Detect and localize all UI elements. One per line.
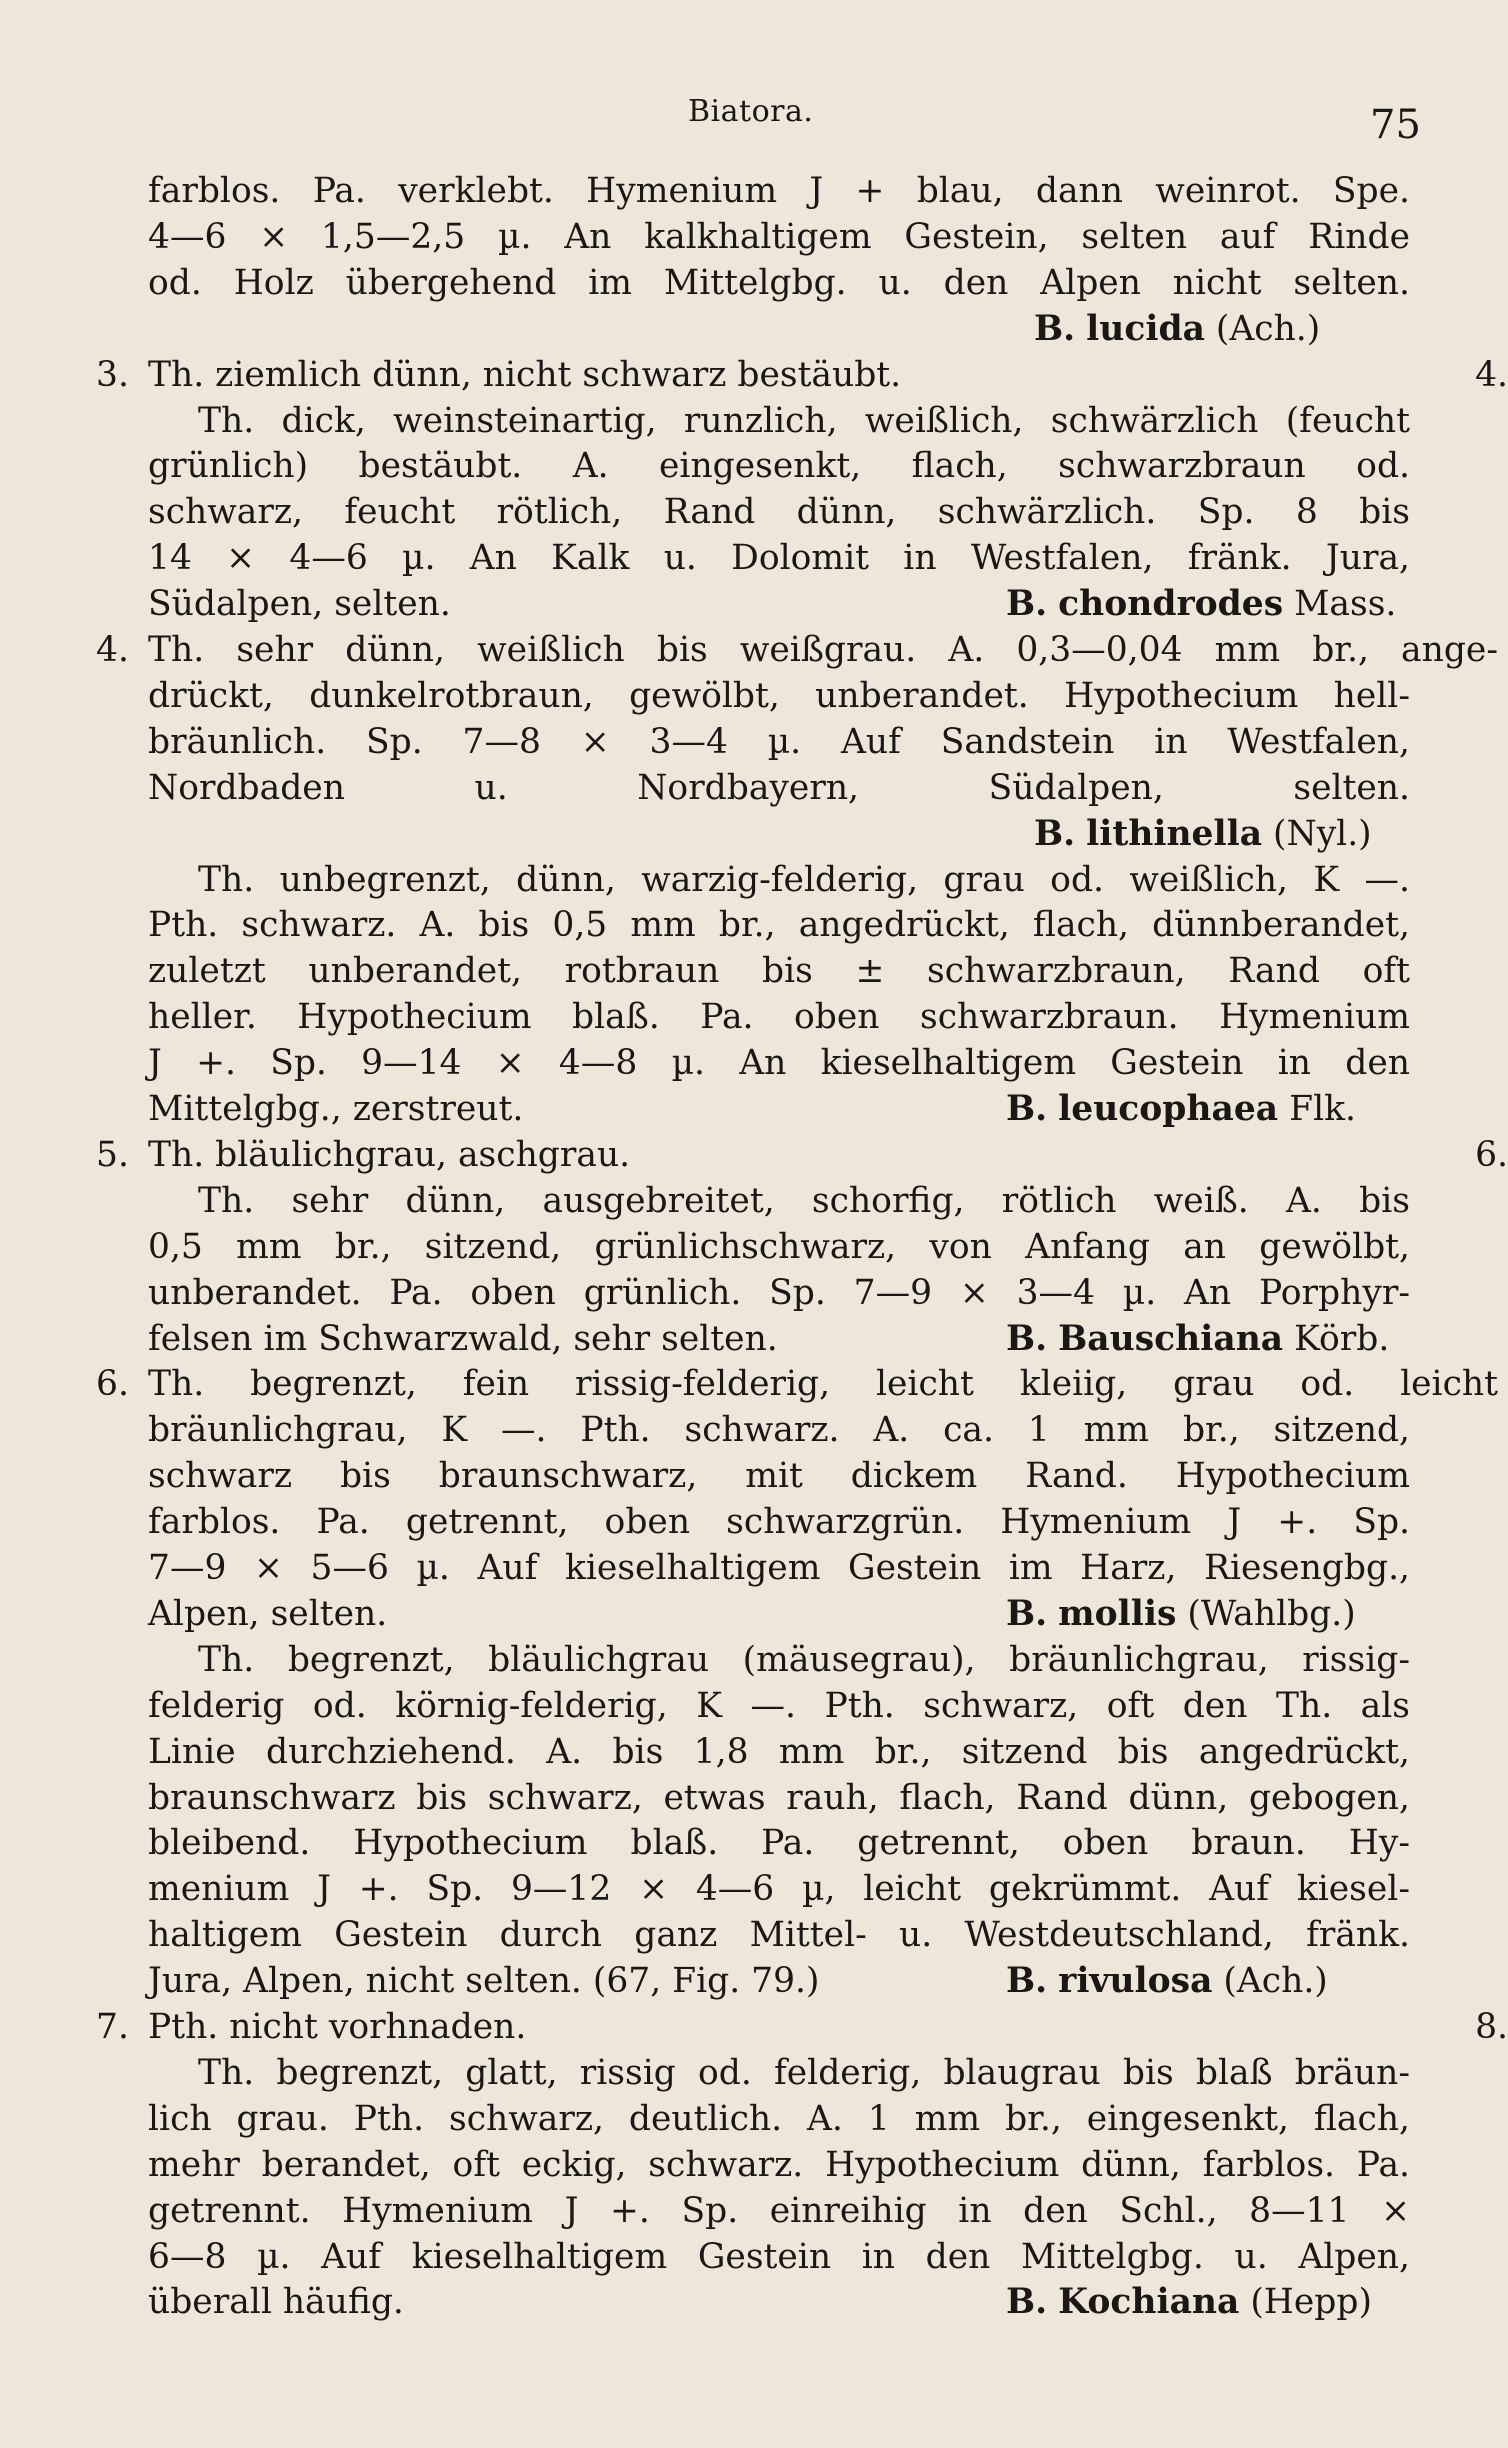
- species-epithet: leucophaea: [1058, 1089, 1279, 1129]
- text-line: [148, 489, 1410, 535]
- species-epithet: Bauschiana: [1058, 1318, 1284, 1359]
- line-text: lich grau. Pth. schwarz, deutlich. A. 1 mm br., eingesenkt, flach,: [148, 2098, 1410, 2139]
- line-text: drückt, dunkelrotbraun, gewölbt, unberandet. Hypothecium hell-: [148, 675, 1410, 716]
- line-text: 4—6 × 1,5—2,5 µ. An kalkhaltigem Gestein, selten auf Rinde: [148, 216, 1410, 257]
- text-line: [148, 2188, 1410, 2234]
- line-text: Nordbaden u. Nordbayern, Südalpen, selten.: [148, 767, 1410, 808]
- text-line: [198, 1178, 1410, 1224]
- line-text: schwarz bis braunschwarz, mit dickem Rand. Hypothecium: [148, 1456, 1410, 1497]
- text-line: [148, 443, 1410, 489]
- text-line: [198, 398, 1410, 444]
- line-text: 0,5 mm br., sitzend, grünlichschwarz, von Anfang an gewölbt,: [148, 1226, 1410, 1267]
- text-line: [148, 2096, 1410, 2142]
- key-number: 7.: [96, 2007, 129, 2047]
- species-author: Mass.: [1294, 584, 1397, 625]
- species-name: [1006, 1316, 1389, 1362]
- line-text: unberandet. Pa. oben grünlich. Sp. 7—9 × 3—4 µ. An Porphyr-: [148, 1272, 1410, 1313]
- text-line: [148, 1086, 1356, 1132]
- lead-reference: 6.: [1475, 1134, 1508, 1175]
- line-text: 7—9 × 5—6 µ. Auf kieselhaltigem Gestein im Harz, Riesengbg.,: [148, 1548, 1410, 1588]
- species-epithet: Kochiana: [1058, 2282, 1240, 2323]
- line-text: schwarz, feucht rötlich, Rand dünn, schwärzlich. Sp. 8 bis: [148, 492, 1410, 533]
- text-line: [148, 902, 1410, 948]
- text-line: [198, 2050, 1410, 2096]
- text-line: [148, 719, 1410, 765]
- text-line: [148, 1775, 1410, 1821]
- line-text: bleibend. Hypothecium blaß. Pa. getrennt, oben braun. Hy-: [148, 1823, 1410, 1864]
- text-line: [148, 1407, 1410, 1453]
- line-text: J +. Sp. 9—14 × 4—8 µ. An kieselhaltigem Gestein in den: [148, 1043, 1410, 1084]
- text-line: [148, 1453, 1410, 1499]
- species-epithet: chondrodes: [1058, 584, 1284, 625]
- key-number: 6.: [96, 1364, 129, 1405]
- text-line: [148, 1729, 1410, 1775]
- text-line: [148, 1040, 1410, 1086]
- line-text: Th. begrenzt, bläulichgrau (mäusegrau), bräunlichgrau, rissig-: [198, 1639, 1410, 1680]
- line-text: braunschwarz bis schwarz, etwas rauh, flach, Rand dünn, gebogen,: [148, 1777, 1410, 1818]
- line-text: überall häufig.: [148, 2282, 404, 2323]
- line-text: mehr berandet, oft eckig, schwarz. Hypothecium dünn, farblos. Pa.: [148, 2144, 1410, 2185]
- text-line: [198, 1637, 1410, 1683]
- species-genus: B.: [1006, 584, 1048, 625]
- species-author: (Hepp): [1250, 2282, 1372, 2323]
- line-text: Pth. schwarz. A. bis 0,5 mm br., angedrückt, flach, dünnberandet,: [148, 905, 1410, 946]
- text-line: [148, 1591, 1356, 1637]
- line-text: Th. bläulichgrau, aschgrau.: [148, 1134, 631, 1175]
- species-name: [1034, 811, 1372, 857]
- line-text: Th. begrenzt, fein rissig-felderig, leicht kleiig, grau od. leicht: [148, 1364, 1498, 1405]
- text-line: [198, 857, 1410, 903]
- text-line: [96, 2004, 1508, 2050]
- line-text: Th. dick, weinsteinartig, runzlich, weißlich, schwärzlich (feucht: [198, 400, 1410, 441]
- line-text: felsen im Schwarzwald, sehr selten.: [148, 1318, 778, 1359]
- line-text: felderig od. körnig-felderig, K —. Pth. schwarz, oft den Th. als: [148, 1685, 1410, 1726]
- line-text: farblos. Pa. verklebt. Hymenium J + blau, dann weinrot. Spe.: [148, 171, 1410, 211]
- species-author: (Nyl.): [1273, 813, 1372, 854]
- line-text: Th. ziemlich dünn, nicht schwarz bestäubt.: [148, 354, 902, 395]
- text-line: [148, 1545, 1410, 1591]
- species-genus: B.: [1006, 1318, 1048, 1359]
- species-genus: B.: [1006, 1089, 1048, 1129]
- page-header: [0, 88, 1504, 148]
- text-line: [148, 581, 1397, 627]
- text-line: [148, 1866, 1410, 1912]
- line-text: getrennt. Hymenium J +. Sp. einreihig in den Schl., 8—11 ×: [148, 2190, 1410, 2231]
- text-line: [148, 1224, 1410, 1270]
- line-text: Jura, Alpen, nicht selten. (67, Fig. 79.): [148, 1961, 820, 2002]
- text-line: [148, 2142, 1410, 2188]
- line-text: bräunlich. Sp. 7—8 × 3—4 µ. Auf Sandstein in Westfalen,: [148, 721, 1410, 762]
- species-epithet: lucida: [1086, 308, 1205, 349]
- line-text: 6—8 µ. Auf kieselhaltigem Gestein in den Mittelgbg. u. Alpen,: [148, 2236, 1410, 2277]
- lead-reference: 8.: [1475, 2007, 1508, 2047]
- running-head: Biatora.: [688, 94, 814, 129]
- species-epithet: mollis: [1058, 1593, 1177, 1634]
- text-line: [148, 168, 1410, 214]
- species-name: [1006, 1591, 1356, 1637]
- key-number: 3.: [96, 354, 129, 395]
- line-text: Südalpen, selten.: [148, 584, 451, 625]
- line-text: grünlich) bestäubt. A. eingesenkt, flach, schwarzbraun od.: [148, 446, 1410, 487]
- text-line: [148, 765, 1410, 811]
- species-genus: B.: [1006, 2282, 1048, 2323]
- lead-reference: 4.: [1475, 354, 1508, 395]
- species-name: [1006, 1086, 1356, 1132]
- text-line: [148, 1912, 1410, 1958]
- line-text: Th. begrenzt, glatt, rissig od. felderig, blaugrau bis blaß bräun-: [198, 2052, 1410, 2093]
- species-name: [1006, 581, 1396, 627]
- text-line: [148, 1499, 1410, 1545]
- line-text: od. Holz übergehend im Mittelgbg. u. den Alpen nicht selten.: [148, 262, 1410, 303]
- text-line: [148, 2234, 1410, 2280]
- key-number: 4.: [96, 630, 129, 670]
- text-line: [148, 994, 1410, 1040]
- text-line: [148, 1270, 1410, 1316]
- text-line: [148, 2279, 1372, 2325]
- species-author: (Ach.): [1215, 308, 1321, 349]
- line-text: Alpen, selten.: [148, 1593, 388, 1634]
- text-line: [96, 627, 1508, 673]
- line-text: Pth. nicht vorhnaden.: [148, 2007, 527, 2047]
- text-line: [148, 260, 1410, 306]
- text-line: [148, 948, 1410, 994]
- line-text: bräunlichgrau, K —. Pth. schwarz. A. ca. 1 mm br., sitzend,: [148, 1410, 1410, 1451]
- line-text: farblos. Pa. getrennt, oben schwarzgrün. Hymenium J +. Sp.: [148, 1502, 1410, 1543]
- species-genus: B.: [1034, 308, 1076, 349]
- line-text: menium J +. Sp. 9—12 × 4—6 µ, leicht gekrümmt. Auf kiesel-: [148, 1869, 1410, 1910]
- species-author: Körb.: [1294, 1318, 1390, 1359]
- species-epithet: rivulosa: [1058, 1961, 1213, 2002]
- line-text: Linie durchziehend. A. bis 1,8 mm br., sitzend bis angedrückt,: [148, 1731, 1410, 1772]
- line-text: Th. unbegrenzt, dünn, warzig-felderig, grau od. weißlich, K —.: [198, 859, 1410, 900]
- species-name: [1006, 1958, 1328, 2004]
- line-text: Th. sehr dünn, weißlich bis weißgrau. A. 0,3—0,04 mm br., ange-: [148, 630, 1498, 670]
- line-text: 14 × 4—6 µ. An Kalk u. Dolomit in Westfalen, fränk. Jura,: [148, 538, 1410, 579]
- species-genus: B.: [1006, 1593, 1048, 1634]
- line-text: Th. sehr dünn, ausgebreitet, schorfig, rötlich weiß. A. bis: [198, 1180, 1410, 1221]
- text-line: [148, 1820, 1410, 1866]
- page-number: 75: [1370, 102, 1421, 148]
- line-text: haltigem Gestein durch ganz Mittel- u. Westdeutschland, fränk.: [148, 1915, 1410, 1956]
- text-line: [96, 1361, 1508, 1407]
- line-text: heller. Hypothecium blaß. Pa. oben schwarzbraun. Hymenium: [148, 997, 1410, 1038]
- species-author: (Ach.): [1223, 1961, 1328, 2002]
- species-author: Flk.: [1289, 1089, 1356, 1129]
- species-name: [1006, 2279, 1372, 2325]
- text-line: [148, 535, 1410, 581]
- species-genus: B.: [1034, 813, 1076, 854]
- text-line: [148, 1958, 1328, 2004]
- line-text: zuletzt unberandet, rotbraun bis ± schwarzbraun, Rand oft: [148, 951, 1410, 992]
- text-line: [96, 1132, 1508, 1178]
- line-text: Mittelgbg., zerstreut.: [148, 1089, 524, 1129]
- text-line: [148, 673, 1410, 719]
- key-number: 5.: [96, 1134, 129, 1175]
- species-genus: B.: [1006, 1961, 1048, 2002]
- text-line: [148, 1316, 1390, 1362]
- text-line: [148, 214, 1410, 260]
- text-line: [148, 1683, 1410, 1729]
- species-author: (Wahlbg.): [1187, 1593, 1356, 1634]
- text-line: [96, 352, 1508, 398]
- species-epithet: lithinella: [1086, 813, 1263, 854]
- species-name: [1034, 306, 1320, 352]
